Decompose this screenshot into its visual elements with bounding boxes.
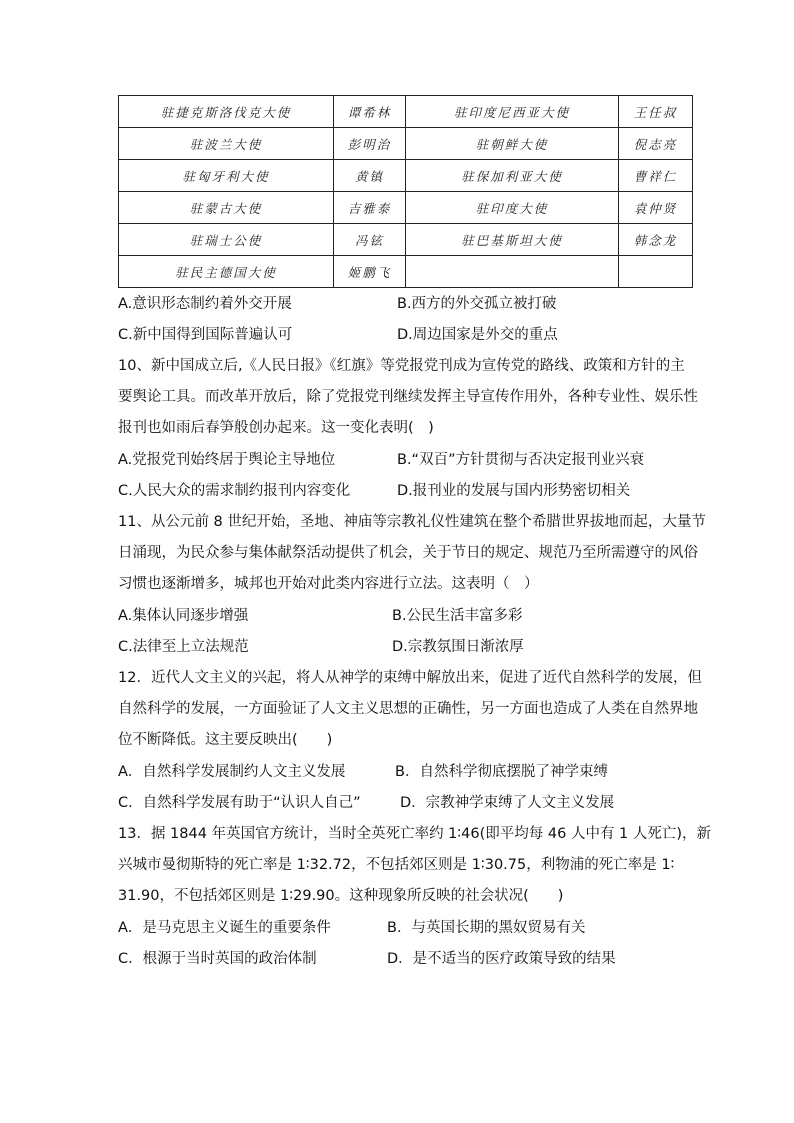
q13-option-c: C．根源于当时英国的政治体制 bbox=[118, 951, 317, 967]
q10-option-c: C.人民大众的需求制约报刊内容变化 bbox=[118, 483, 351, 499]
table-cell bbox=[619, 256, 693, 288]
q11-stem-line1: 11、从公元前 8 世纪开始，圣地、神庙等宗教礼仪性建筑在整个希腊世界拔地而起，大量节 bbox=[118, 514, 706, 530]
table-cell: 冯铉 bbox=[334, 224, 406, 256]
table-cell: 倪志亮 bbox=[619, 128, 693, 160]
q10-stem-line2: 要舆论工具。而改革开放后，除了党报党刊继续发挥主导宣传作用外，各种专业性、娱乐性 bbox=[118, 389, 698, 405]
q13-stem-line2: 兴城市曼彻斯特的死亡率是 1∶32.72，不包括郊区则是 1∶30.75，利物浦的死亡率是 1∶ bbox=[118, 857, 675, 873]
q9-option-b: B.西方的外交孤立被打破 bbox=[397, 296, 557, 312]
table-cell: 驻印度大使 bbox=[406, 192, 619, 224]
q10-stem-line3: 报刊也如雨后春笋般创办起来。这一变化表明( ) bbox=[118, 420, 434, 436]
q11-stem-line3: 习惯也逐渐增多，城邦也开始对此类内容进行立法。这表明（ ） bbox=[118, 576, 539, 592]
q11-option-c: C.法律至上立法规范 bbox=[118, 639, 249, 655]
table-cell: 谭希林 bbox=[334, 96, 406, 128]
q13-option-a: A．是马克思主义诞生的重要条件 bbox=[118, 920, 331, 936]
table-row bbox=[119, 96, 693, 128]
q12-stem-line2: 自然科学的发展，一方面验证了人文主义思想的正确性，另一方面也造成了人类在自然界地 bbox=[118, 701, 698, 717]
q12-option-d: D．宗教神学束缚了人文主义发展 bbox=[400, 795, 615, 811]
table-row bbox=[119, 224, 693, 256]
table-row bbox=[119, 128, 693, 160]
table-cell: 吉雅泰 bbox=[334, 192, 406, 224]
table-cell: 驻波兰大使 bbox=[119, 128, 334, 160]
table-cell: 驻蒙古大使 bbox=[119, 192, 334, 224]
q13-stem-line3: 31.90，不包括郊区则是 1∶29.90。这种现象所反映的社会状况( ) bbox=[118, 888, 564, 904]
q11-option-a: A.集体认同逐步增强 bbox=[118, 608, 249, 624]
q12-option-c: C．自然科学发展有助于“认识人自己” bbox=[118, 795, 361, 811]
table-cell: 韩念龙 bbox=[619, 224, 693, 256]
q13-option-b: B．与英国长期的黑奴贸易有关 bbox=[387, 920, 586, 936]
q9-option-a: A.意识形态制约着外交开展 bbox=[118, 296, 292, 312]
q13-option-d: D．是不适当的医疗政策导致的结果 bbox=[387, 951, 616, 967]
q13-stem-line1: 13．据 1844 年英国官方统计，当时全英死亡率约 1∶46(即平均每 46 人中有 1 人死亡)，新 bbox=[118, 826, 712, 842]
q10-option-d: D.报刊业的发展与国内形势密切相关 bbox=[397, 483, 631, 499]
q11-stem-line2: 日涌现，为民众参与集体献祭活动提供了机会，关于节日的规定、规范乃至所需遵守的风俗 bbox=[118, 545, 698, 561]
q11-option-b: B.公民生活丰富多彩 bbox=[392, 608, 523, 624]
q12-option-b: B．自然科学彻底摆脱了神学束缚 bbox=[395, 764, 608, 780]
table-cell: 曹祥仁 bbox=[619, 160, 693, 192]
q9-option-c: C.新中国得到国际普遍认可 bbox=[118, 327, 293, 343]
table-cell: 驻捷克斯洛伐克大使 bbox=[119, 96, 334, 128]
table-cell: 王任叔 bbox=[619, 96, 693, 128]
q10-stem-line1: 10、新中国成立后,《人民日报》《红旗》等党报党刊成为宣传党的路线、政策和方针的主 bbox=[118, 358, 685, 374]
q11-option-d: D.宗教氛围日渐浓厚 bbox=[392, 639, 524, 655]
table-cell bbox=[406, 256, 619, 288]
table-cell: 驻瑞士公使 bbox=[119, 224, 334, 256]
table-cell: 驻保加利亚大使 bbox=[406, 160, 619, 192]
q10-option-b: B.“双百”方针贯彻与否决定报刊业兴衰 bbox=[397, 452, 645, 468]
q12-stem-line1: 12．近代人文主义的兴起，将人从神学的束缚中解放出来，促进了近代自然科学的发展，但 bbox=[118, 670, 702, 686]
q12-stem-line3: 位不断降低。这主要反映出( ) bbox=[118, 732, 333, 748]
table-cell: 驻匈牙利大使 bbox=[119, 160, 334, 192]
ambassador-table bbox=[118, 95, 693, 288]
table-cell: 黄镇 bbox=[334, 160, 406, 192]
q9-option-d: D.周边国家是外交的重点 bbox=[397, 327, 558, 343]
table-cell: 彭明治 bbox=[334, 128, 406, 160]
table-cell: 驻巴基斯坦大使 bbox=[406, 224, 619, 256]
table-cell: 驻朝鲜大使 bbox=[406, 128, 619, 160]
table-cell: 袁仲贤 bbox=[619, 192, 693, 224]
table-row bbox=[119, 160, 693, 192]
q12-option-a: A．自然科学发展制约人文主义发展 bbox=[118, 764, 346, 780]
table-cell: 姬鹏飞 bbox=[334, 256, 406, 288]
table-cell: 驻民主德国大使 bbox=[119, 256, 334, 288]
table-row bbox=[119, 192, 693, 224]
table-cell: 驻印度尼西亚大使 bbox=[406, 96, 619, 128]
table-row bbox=[119, 256, 693, 288]
q10-option-a: A.党报党刊始终居于舆论主导地位 bbox=[118, 452, 336, 468]
